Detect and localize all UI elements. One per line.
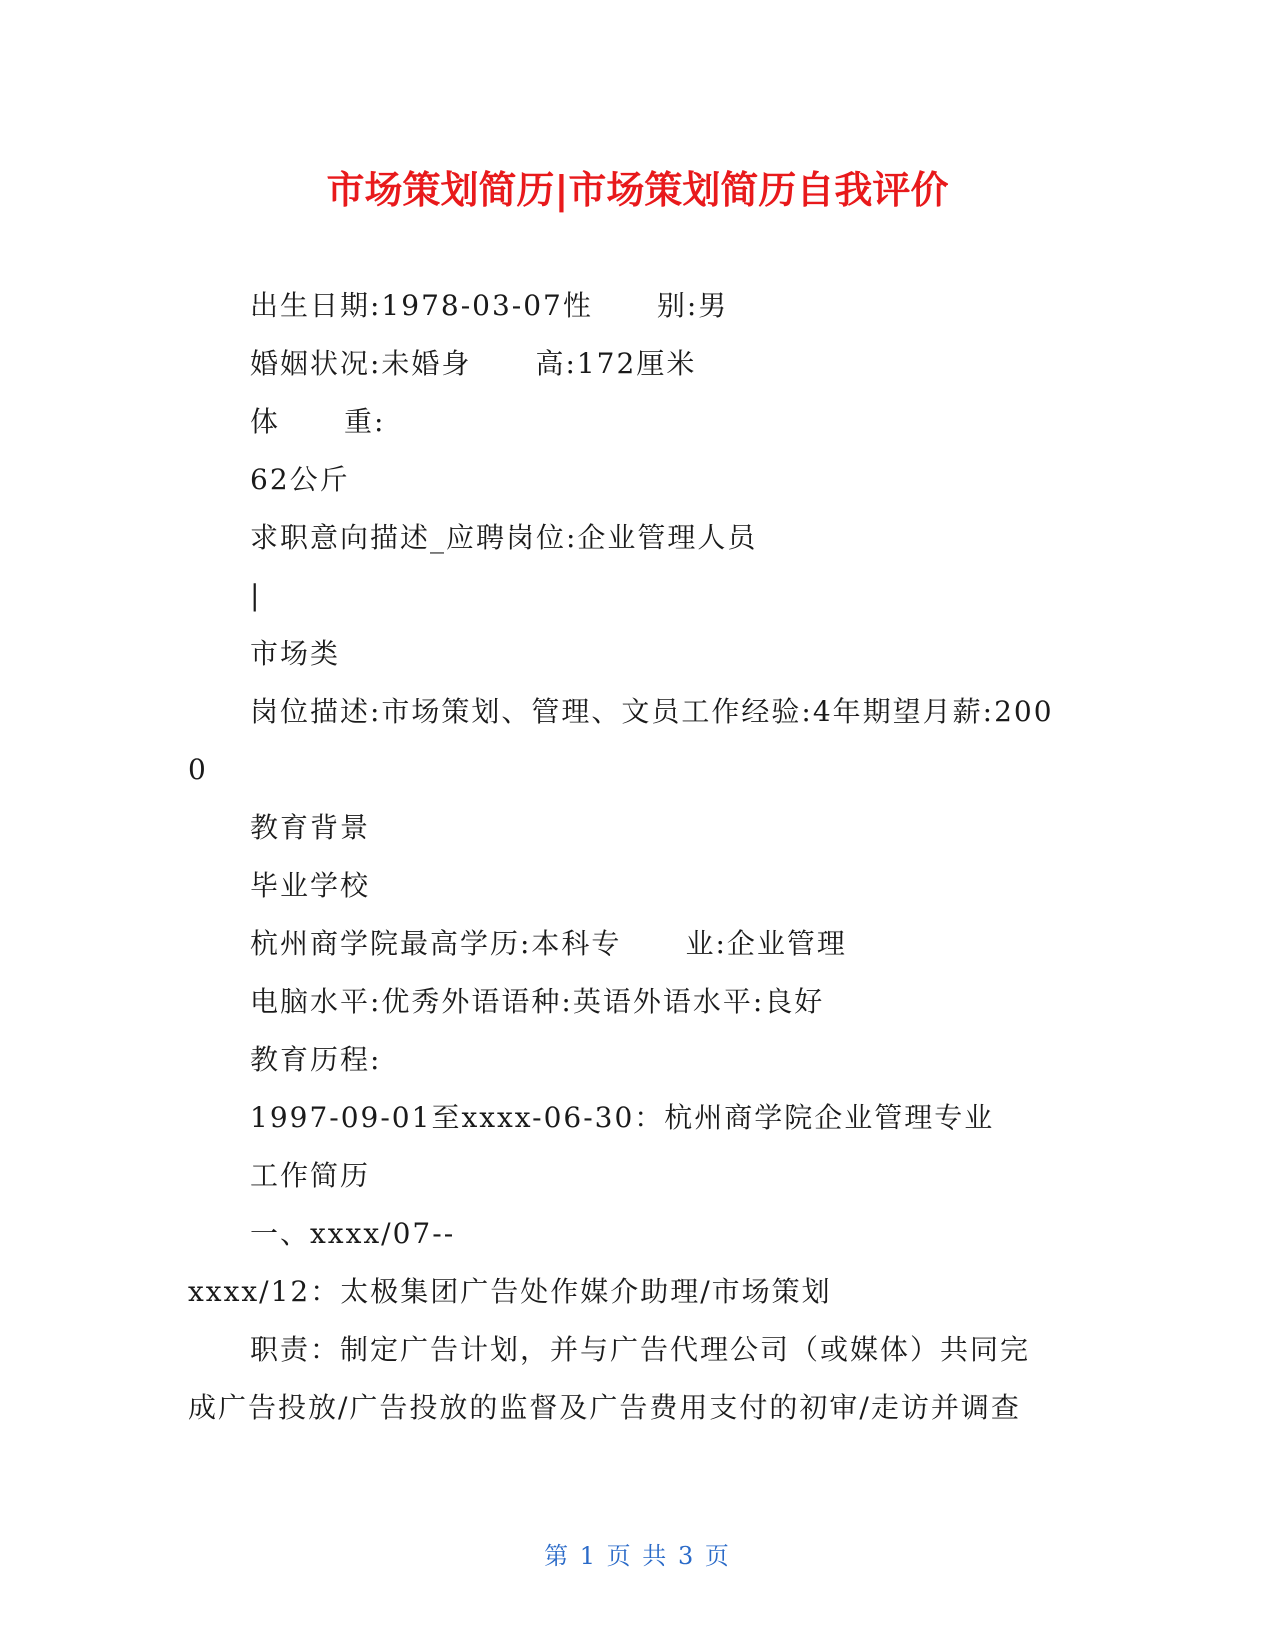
marital-height-line <box>250 344 696 384</box>
major-text: 业:企业管理 <box>685 927 847 960</box>
gender-text: 别:男 <box>656 289 729 322</box>
page-number-footer: 第 1 页 共 3 页 <box>544 1542 731 1570</box>
marital-status-text: 婚姻状况:未婚身 <box>250 347 472 380</box>
education-history-heading: 教育历程: <box>250 1043 382 1076</box>
position-description-continued: 0 <box>188 753 208 786</box>
weight-label-second: 重: <box>344 405 386 438</box>
height-text: 高:172厘米 <box>535 347 697 380</box>
work-entry-detail: xxxx/12：太极集团广告处作媒介助理/市场策划 <box>188 1275 832 1308</box>
skills-line: 电脑水平:优秀外语语种:英语外语水平:良好 <box>250 985 825 1018</box>
school-heading: 毕业学校 <box>250 869 371 902</box>
job-intent: 求职意向描述_应聘岗位:企业管理人员 <box>250 521 758 554</box>
document-title: 市场策划简历|市场策划简历自我评价 <box>326 168 949 212</box>
duties-text-continued: 成广告投放/广告投放的监督及广告费用支付的初审/走访并调查 <box>188 1391 1021 1424</box>
separator-bar: | <box>250 579 262 612</box>
birth-date-text: 出生日期:1978-03-07性 <box>250 289 593 322</box>
work-entry-date: 一、xxxx/07-- <box>250 1217 456 1250</box>
work-history-heading: 工作简历 <box>250 1159 371 1192</box>
school-degree-text: 杭州商学院最高学历:本科专 <box>250 927 622 960</box>
birth-gender-line <box>250 286 728 326</box>
position-description: 岗位描述:市场策划、管理、文员工作经验:4年期望月薪:200 <box>250 695 1054 728</box>
weight-label-first: 体 <box>250 405 281 438</box>
weight-label-line <box>250 402 385 442</box>
school-line <box>250 924 847 964</box>
weight-value: 62公斤 <box>250 463 350 496</box>
education-entry: 1997-09-01至xxxx-06-30：杭州商学院企业管理专业 <box>250 1101 995 1134</box>
category-text: 市场类 <box>250 637 341 670</box>
duties-text: 职责：制定广告计划，并与广告代理公司（或媒体）共同完 <box>250 1333 1031 1366</box>
education-background-heading: 教育背景 <box>250 811 371 844</box>
